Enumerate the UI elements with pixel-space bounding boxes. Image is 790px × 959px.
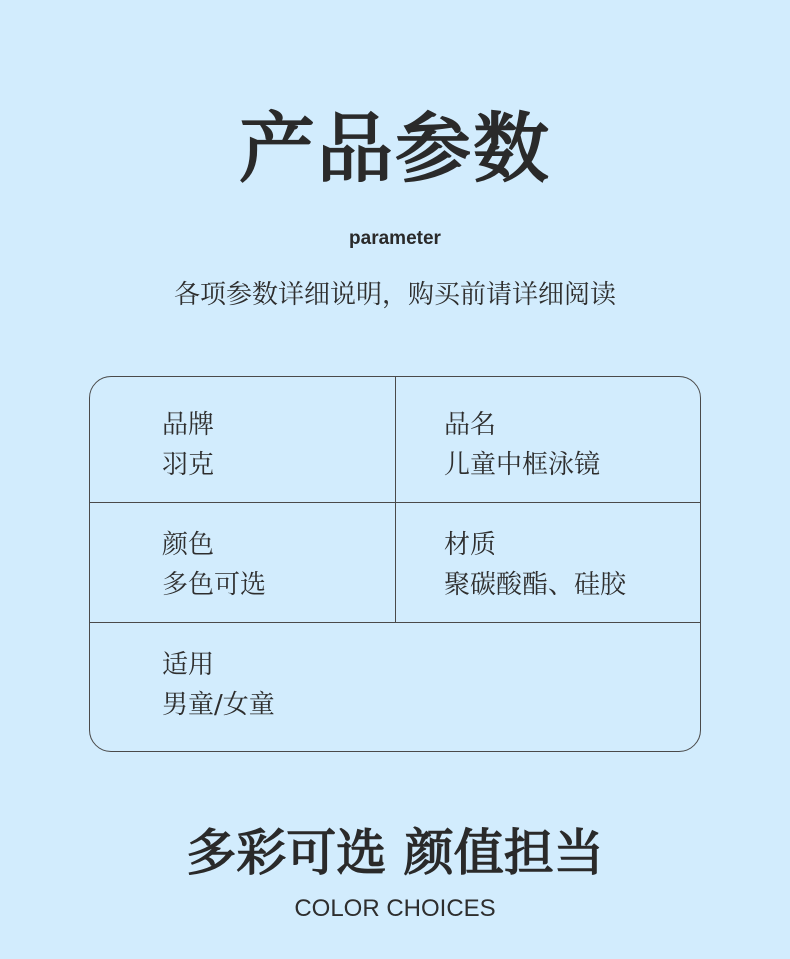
param-value: 男童/女童: [162, 690, 275, 720]
param-cell-color: [162, 525, 266, 605]
parameter-table: [89, 376, 701, 752]
page-subtitle-en: parameter: [349, 228, 441, 249]
param-label: 品牌: [162, 410, 215, 440]
param-cell-material: [444, 525, 626, 605]
param-value: 儿童中框泳镜: [444, 450, 601, 480]
param-value: 多色可选: [162, 570, 267, 600]
intro-text: 各项参数详细说明，购买前请详细阅读: [173, 280, 616, 310]
param-label: 品名: [444, 410, 497, 440]
param-cell-brand: [162, 405, 214, 485]
page-title: 产品参数: [239, 104, 551, 193]
section-heading: 多彩可选 颜值担当: [186, 824, 604, 882]
param-value: 聚碳酸酯、硅胶: [444, 570, 627, 600]
param-label: 适用: [162, 650, 215, 680]
section-subheading-en: COLOR CHOICES: [294, 895, 496, 922]
column-divider: [395, 377, 396, 622]
param-label: 材质: [444, 530, 497, 560]
param-cell-product-name: [444, 405, 600, 485]
param-label: 颜色: [162, 530, 215, 560]
param-cell-applicable: [162, 645, 275, 725]
row-divider: [90, 622, 700, 623]
param-value: 羽克: [162, 450, 215, 480]
